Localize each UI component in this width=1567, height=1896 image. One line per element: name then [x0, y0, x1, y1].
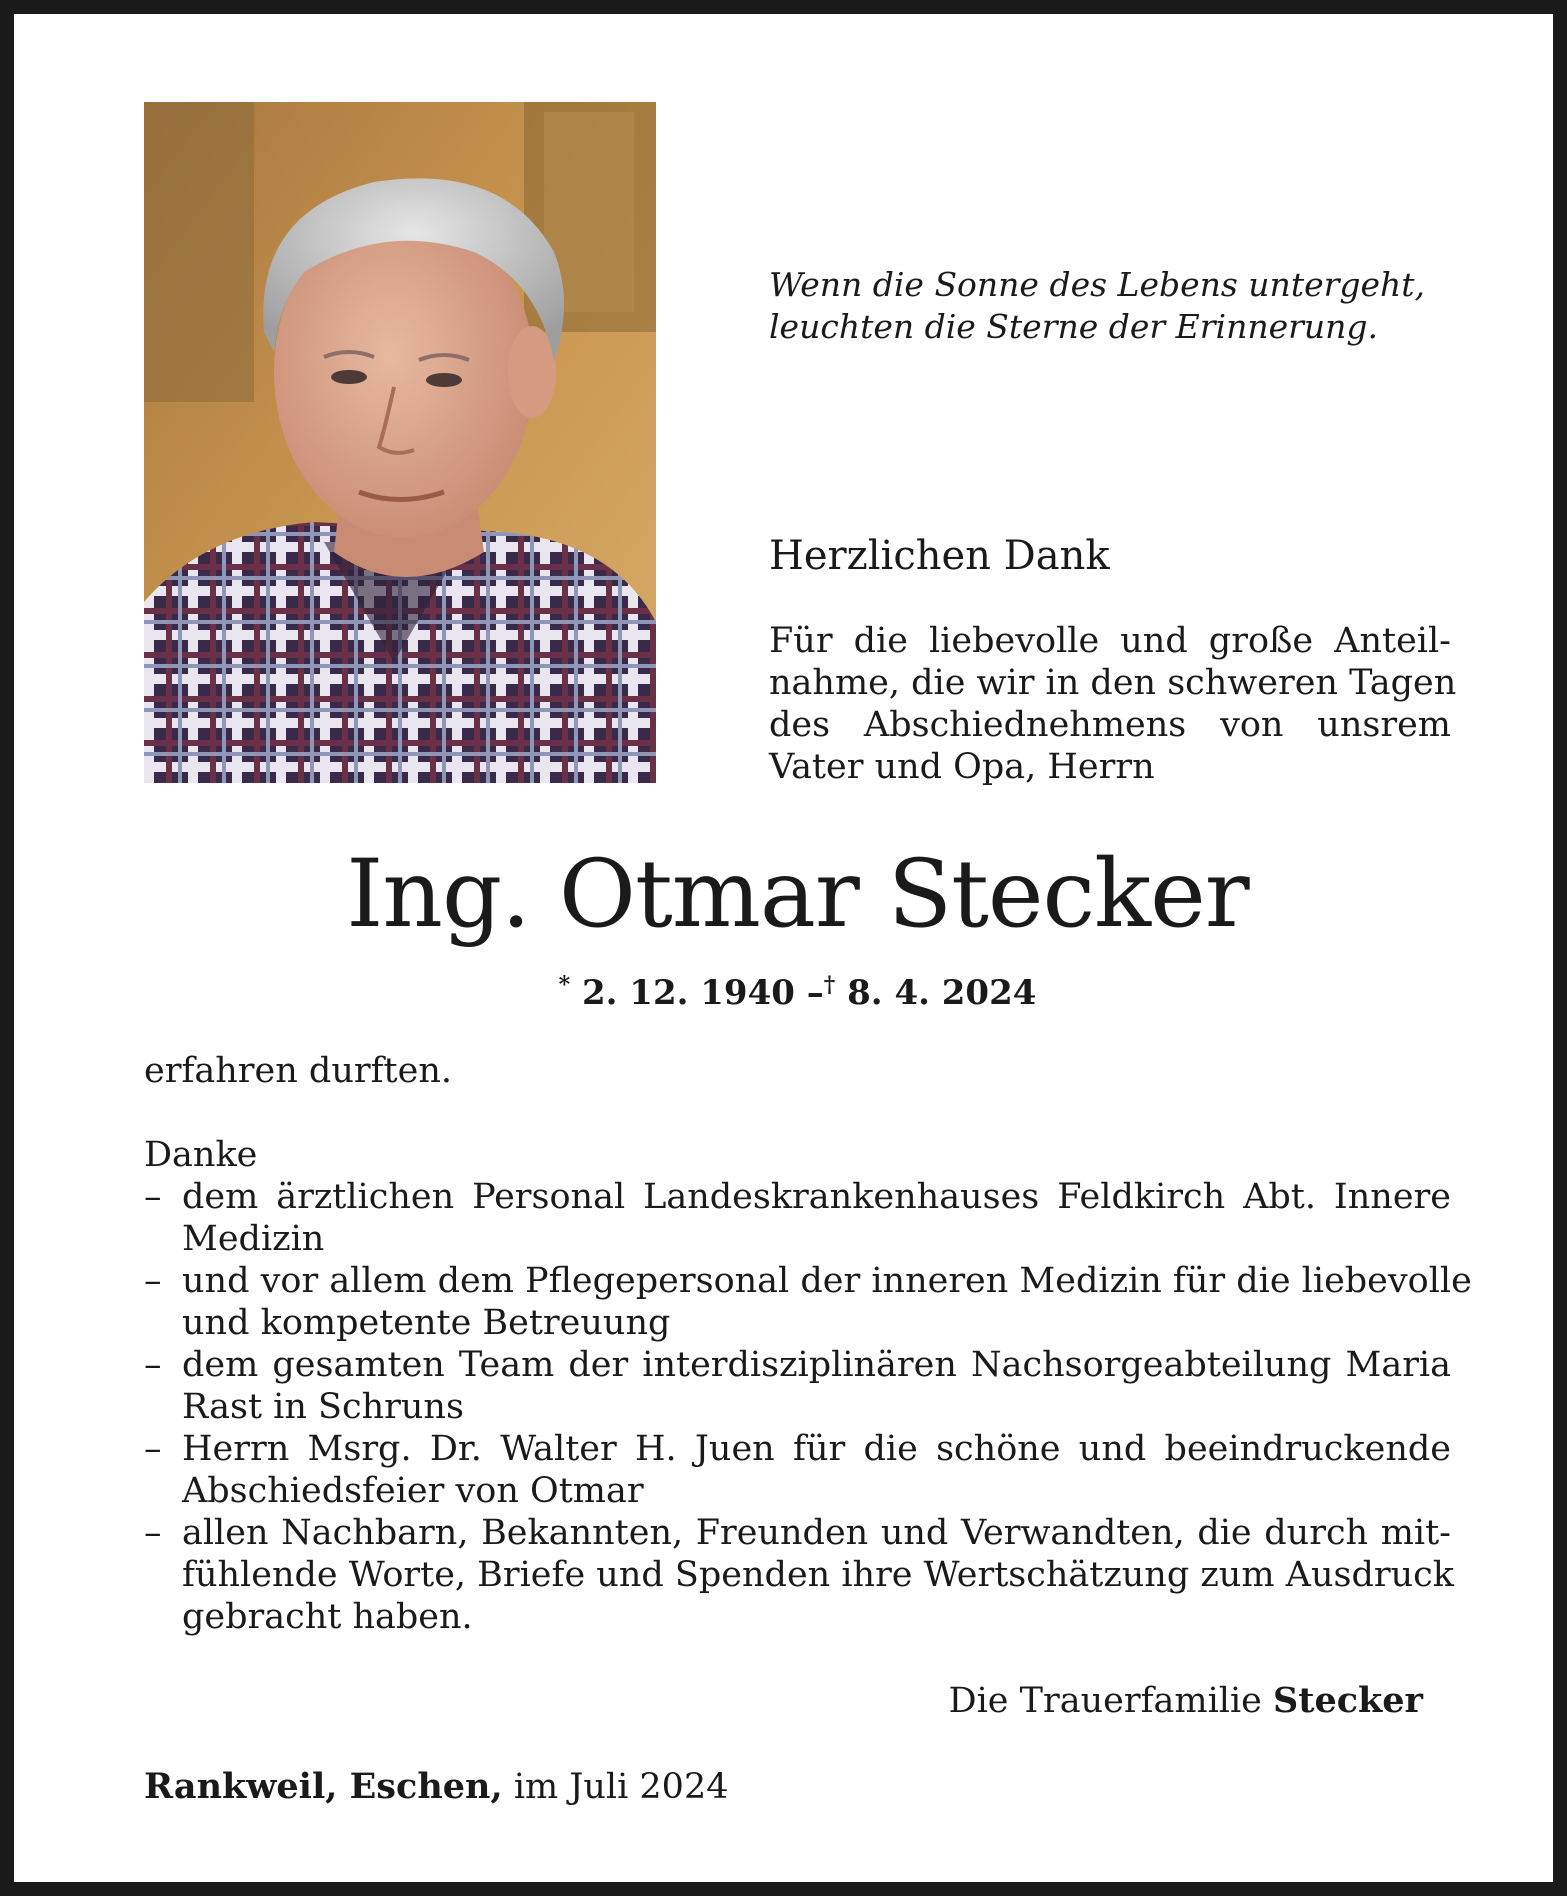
- signature-prefix: Die Trauerfamilie: [948, 1681, 1262, 1721]
- list-dash: –: [144, 1177, 162, 1217]
- list-item: [144, 1260, 1472, 1344]
- list-dash: –: [144, 1345, 162, 1385]
- intro-line: Vater und Opa, Herrn: [769, 747, 1155, 787]
- list-line: und kompetente Betreuung: [182, 1303, 671, 1343]
- intro-continuation: erfahren durften.: [144, 1051, 452, 1091]
- signature-family: Stecker: [1273, 1680, 1423, 1721]
- intro-line: des Abschiednehmens von unsrem: [769, 705, 1451, 745]
- life-dates: [14, 964, 1567, 1014]
- danke-title: Danke: [144, 1135, 258, 1175]
- list-line: Abschiedsfeier von Otmar: [182, 1471, 644, 1511]
- list-item: [144, 1176, 1451, 1260]
- list-line: und vor allem dem Pflegepersonal der inneren Medizin für die liebevolle: [182, 1261, 1472, 1301]
- date-separator: –: [806, 973, 824, 1013]
- birth-date: 2. 12. 1940: [581, 973, 795, 1013]
- death-date: 8. 4. 2024: [847, 973, 1037, 1013]
- list-dash: –: [144, 1513, 162, 1553]
- death-symbol: †: [823, 972, 836, 998]
- quote-line-1: Wenn die Sonne des Lebens untergeht,: [769, 265, 1426, 304]
- list-line: fühlende Worte, Briefe und Spenden ihre Wertschätzung zum Ausdruck: [182, 1555, 1454, 1595]
- family-signature: [949, 1680, 1423, 1722]
- list-line: dem ärztlichen Personal Landeskrankenhauses Feldkirch Abt. Innere: [182, 1177, 1451, 1217]
- danke-list: [144, 1176, 1472, 1638]
- memorial-quote: [769, 264, 1469, 348]
- list-line: allen Nachbarn, Bekannten, Freunden und Verwandten, die durch mit-: [182, 1513, 1451, 1553]
- place-locations: Rankweil, Eschen,: [144, 1766, 503, 1807]
- thanks-intro: [769, 620, 1457, 788]
- place-and-date: [144, 1766, 728, 1808]
- list-line: gebracht haben.: [182, 1597, 473, 1637]
- list-item: [144, 1428, 1451, 1512]
- deceased-name: Ing. Otmar Stecker: [346, 840, 1249, 949]
- list-dash: –: [144, 1261, 162, 1301]
- list-item: [144, 1344, 1451, 1428]
- list-line: dem gesamten Team der interdisziplinären Nachsorgeabteilung Maria: [182, 1345, 1451, 1385]
- list-item: [144, 1512, 1454, 1638]
- thanks-heading: Herzlichen Dank: [769, 533, 1110, 579]
- list-line: Medizin: [182, 1219, 325, 1259]
- list-line: Rast in Schruns: [182, 1387, 464, 1427]
- birth-symbol: *: [558, 972, 571, 998]
- intro-line: Für die liebevolle und große Anteil-: [769, 621, 1451, 661]
- list-dash: –: [144, 1429, 162, 1469]
- list-line: Herrn Msrg. Dr. Walter H. Juen für die schöne und beeindruckende: [182, 1429, 1451, 1469]
- portrait-photo-icon: [144, 102, 656, 783]
- place-date: im Juli 2024: [513, 1767, 729, 1807]
- intro-line: nahme, die wir in den schweren Tagen: [769, 663, 1457, 703]
- portrait-photo: [144, 102, 656, 783]
- quote-line-2: leuchten die Sterne der Erinnerung.: [769, 307, 1379, 346]
